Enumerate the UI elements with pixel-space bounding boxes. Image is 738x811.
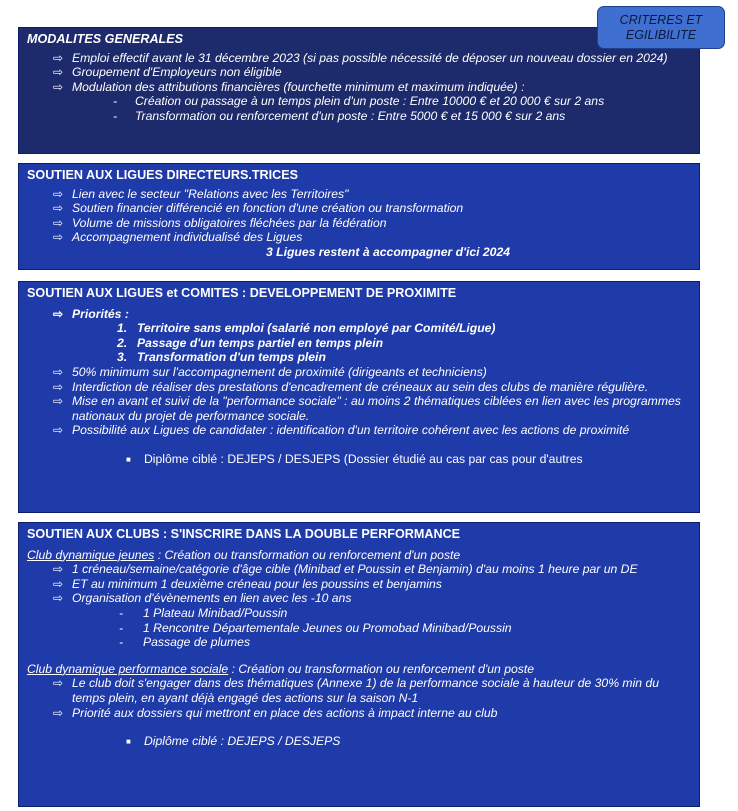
diploma-item: ■ Diplôme ciblé : DEJEPS / DESJEPS (Dossier étudié au cas par cas pour d'autres <box>126 451 583 466</box>
badge-line-2: EGILIBILITE <box>625 27 697 42</box>
arrow-icon: ⇨ <box>53 186 64 201</box>
arrow-icon: ⇨ <box>53 50 64 65</box>
diploma-item: ■ Diplôme ciblé : DEJEPS / DESJEPS <box>126 734 341 749</box>
arrow-icon: ⇨ <box>53 215 64 230</box>
section-title: MODALITES GENERALES <box>27 32 184 46</box>
square-bullet-icon: ■ <box>126 454 131 464</box>
highlight-text: 3 Ligues restent à accompagner d'ici 2024 <box>265 244 511 259</box>
sub-list-item: - Passage de plumes <box>119 635 251 650</box>
list-item: ⇨ Soutien financier différencié en fonction d'une création ou transformation <box>53 201 464 216</box>
sub-list-item: - Transformation ou renforcement d'un poste : Entre 5000 € et 15 000 € sur 2 ans <box>113 108 566 123</box>
list-item: ⇨ Emploi effectif avant le 31 décembre 2023 (si pas possible nécessité de déposer un nouveau dossier en 2024) <box>53 50 668 65</box>
list-item: ⇨ 50% minimum sur l'accompagnement de proximité (dirigeants et techniciens) <box>53 364 487 379</box>
sub-list-item: - 1 Rencontre Départementale Jeunes ou Promobad Minibad/Poussin <box>119 620 512 635</box>
section-title: SOUTIEN AUX LIGUES DIRECTEURS.TRICES <box>27 168 299 182</box>
list-item: ⇨ Groupement d'Employeurs non éligible <box>53 65 282 80</box>
badge-line-1: CRITERES ET <box>619 12 703 27</box>
dash-icon: - <box>119 620 124 635</box>
list-item: ⇨ Accompagnement individualisé des Ligues <box>53 230 303 245</box>
arrow-icon: ⇨ <box>53 201 64 216</box>
arrow-icon: ⇨ <box>53 79 64 94</box>
arrow-icon: ⇨ <box>53 591 64 606</box>
arrow-icon: ⇨ <box>53 394 64 409</box>
criteria-badge <box>597 6 725 49</box>
priority-item: 2. Passage d'un temps partiel en temps plein <box>117 335 384 350</box>
section-soutien-clubs <box>18 522 700 807</box>
section-title: SOUTIEN AUX LIGUES et COMITES : DEVELOPPEMENT DE PROXIMITE <box>27 286 457 300</box>
list-item: ⇨ Modulation des attributions financières (fourchette minimum et maximum indiquée) : <box>53 79 525 94</box>
list-item: ⇨ Possibilité aux Ligues de candidater : identification d'un territoire cohérent avec les actions de proximité <box>53 423 630 438</box>
arrow-icon: ⇨ <box>53 676 64 691</box>
arrow-icon: ⇨ <box>53 230 64 245</box>
dash-icon: - <box>113 108 118 123</box>
sub-list-item: - Création ou passage à un temps plein d'un poste : Entre 10000 € et 20 000 € sur 2 ans <box>113 94 605 109</box>
arrow-icon: ⇨ <box>53 364 64 379</box>
section-title: SOUTIEN AUX CLUBS : S'INSCRIRE DANS LA DOUBLE PERFORMANCE <box>27 527 461 541</box>
priority-item: 3. Transformation d'un temps plein <box>117 350 326 365</box>
priority-item: 1. Territoire sans emploi (salarié non employé par Comité/Ligue) <box>117 321 496 336</box>
dash-icon: - <box>113 94 118 109</box>
list-item: ⇨ 1 créneau/semaine/catégorie d'âge cible (Minibad et Poussin et Benjamin) d'au moins 1 heure par un DE <box>53 562 638 577</box>
sub-list-item: - 1 Plateau Minibad/Poussin <box>119 605 288 620</box>
dash-icon: - <box>119 605 124 620</box>
arrow-icon: ⇨ <box>53 562 64 577</box>
list-item: ⇨ ET au minimum 1 deuxième créneau pour les poussins et benjamins <box>53 576 442 591</box>
square-bullet-icon: ■ <box>126 737 131 747</box>
priorities-label: ⇨ Priorités : <box>53 306 129 321</box>
club-dynamique-jeunes: Club dynamique jeunes : Création ou transformation ou renforcement d'un poste <box>27 547 461 562</box>
list-item: ⇨ Interdiction de réaliser des prestations d'encadrement de créneaux au sein des clubs de manière régulière. <box>53 379 649 394</box>
arrow-icon: ⇨ <box>53 379 64 394</box>
arrow-icon: ⇨ <box>53 65 64 80</box>
club-dynamique-performance-sociale: Club dynamique performance sociale : Création ou transformation ou renforcement d'un poste <box>27 661 535 676</box>
list-item: ⇨ Mise en avant et suivi de la "performance sociale" : au moins 2 thématiques ciblées en lien avec les programmes nationaux du projet de performance sociale. <box>53 394 681 423</box>
arrow-icon: ⇨ <box>53 705 64 720</box>
list-item: ⇨ Le club doit s'engager dans des thématiques (Annexe 1) de la performance sociale à hauteur de 30% min du temps plein, en ayant déjà engagé des actions sur la saison N-1 <box>53 676 660 705</box>
dash-icon: - <box>119 635 124 650</box>
list-item: ⇨ Lien avec le secteur "Relations avec les Territoires" <box>53 186 349 201</box>
arrow-icon: ⇨ <box>53 423 64 438</box>
arrow-icon: ⇨ <box>53 306 64 321</box>
arrow-icon: ⇨ <box>53 576 64 591</box>
list-item: ⇨ Priorité aux dossiers qui mettront en place des actions à impact interne au club <box>53 705 498 720</box>
list-item: ⇨ Organisation d'évènements en lien avec les -10 ans <box>53 591 352 606</box>
section-soutien-ligues-directeurs <box>18 163 700 270</box>
list-item: ⇨ Volume de missions obligatoires fléchées par la fédération <box>53 215 387 230</box>
section-soutien-ligues-comites <box>18 281 700 513</box>
